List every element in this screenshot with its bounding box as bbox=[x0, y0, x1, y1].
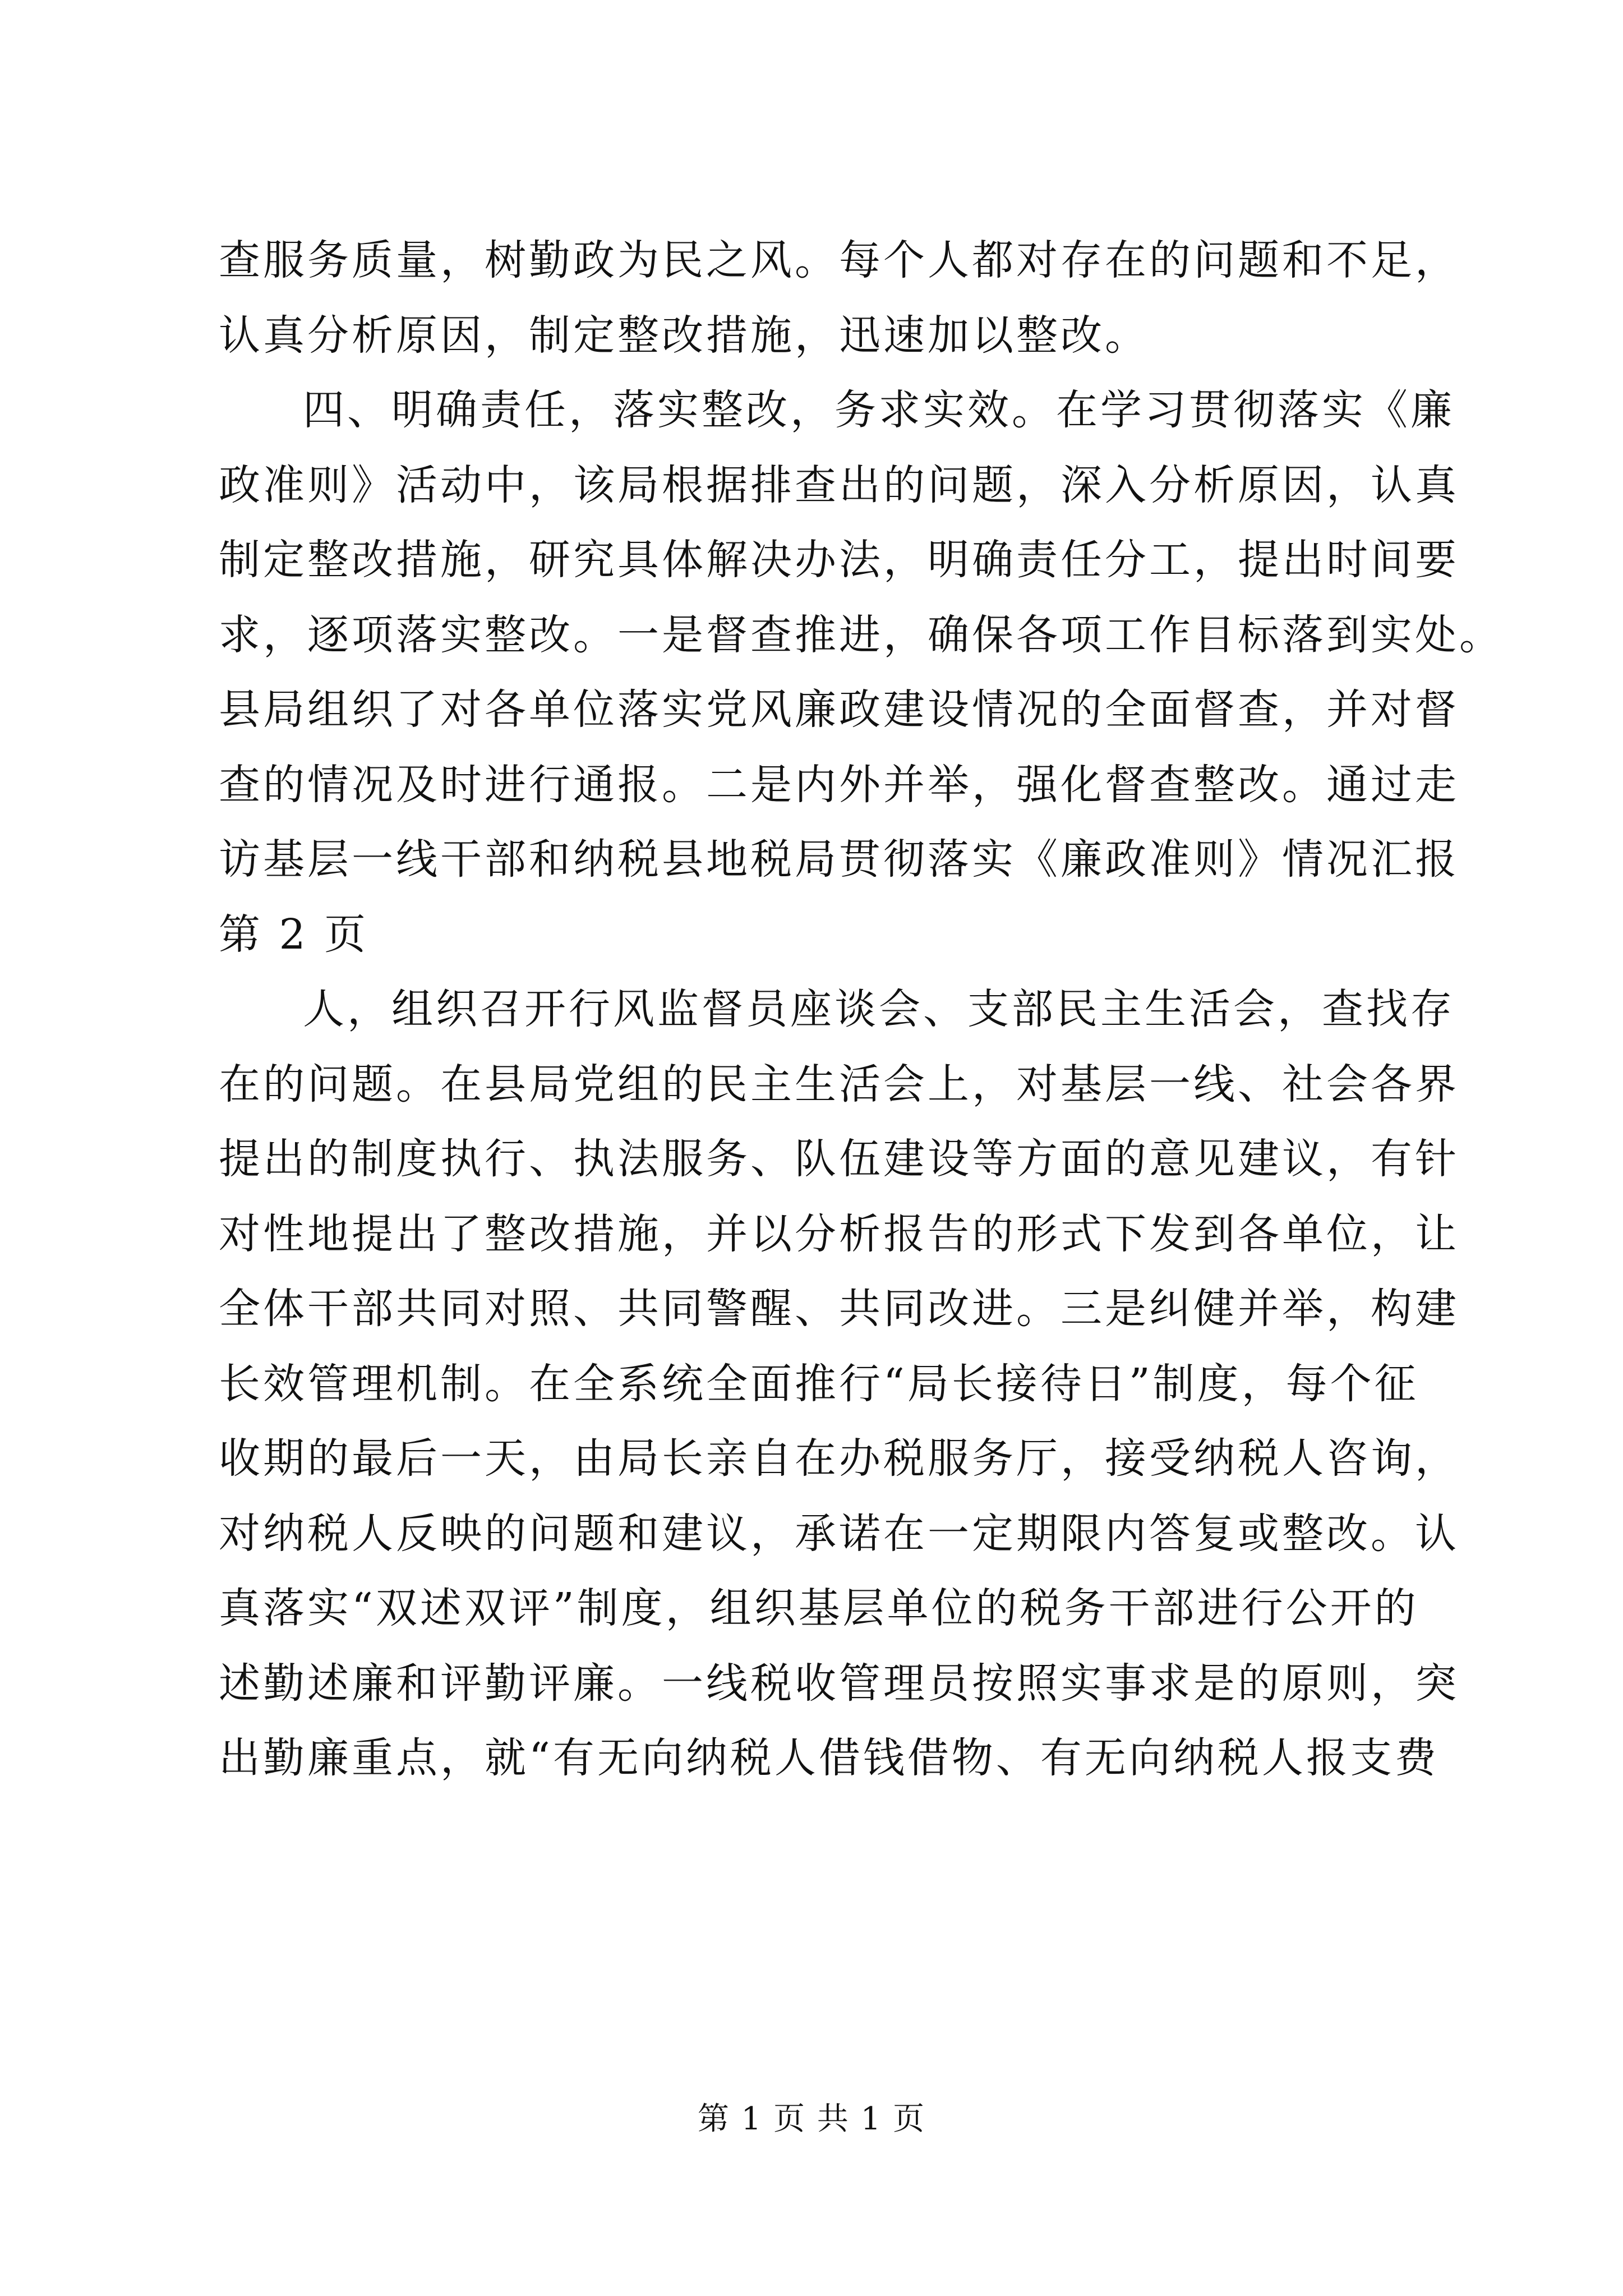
document-body bbox=[219, 223, 1504, 1796]
text-line-4: 政准则》活动中，该局根据排查出的问题，深入分析原因，认真 bbox=[219, 461, 1459, 509]
text-line-9: 访基层一线干部和纳税县地税局贯彻落实《廉政准则》情况汇报 bbox=[219, 835, 1459, 884]
text-line-7: 县局组织了对各单位落实党风廉政建设情况的全面督查，并对督 bbox=[219, 685, 1459, 734]
text-line-2: 认真分析原因，制定整改措施，迅速加以整改。 bbox=[219, 311, 1149, 360]
text-line-3: 四、明确责任，落实整改，务求实效。在学习贯彻落实《廉 bbox=[303, 386, 1455, 434]
text-line-16: 长效管理机制。在全系统全面推行“局长接待日”制度，每个征 bbox=[219, 1359, 1419, 1408]
text-line-15: 全体干部共同对照、共同警醒、共同改进。三是纠健并举，构建 bbox=[219, 1285, 1459, 1333]
text-line-5: 制定整改措施，研究具体解决办法，明确责任分工，提出时间要 bbox=[219, 536, 1459, 584]
text-line-20: 述勤述廉和评勤评廉。一线税收管理员按照实事求是的原则，突 bbox=[219, 1659, 1459, 1708]
page-footer: 第 1 页 共 1 页 bbox=[697, 2101, 926, 2137]
text-line-14: 对性地提出了整改措施，并以分析报告的形式下发到各单位，让 bbox=[219, 1209, 1459, 1258]
text-line-1: 查服务质量，树勤政为民之风。每个人都对存在的问题和不足， bbox=[219, 236, 1459, 284]
text-line-19: 真落实“双述双评”制度，组织基层单位的税务干部进行公开的 bbox=[219, 1584, 1419, 1632]
text-line-13: 提出的制度执行、执法服务、队伍建设等方面的意见建议，有针 bbox=[219, 1135, 1459, 1183]
text-line-6: 求，逐项落实整改。一是督查推进，确保各项工作目标落到实处。 bbox=[219, 610, 1504, 659]
page-marker-line: 第 2 页 bbox=[219, 910, 369, 959]
text-line-11: 人，组织召开行风监督员座谈会、支部民主生活会，查找存 bbox=[303, 985, 1455, 1033]
text-line-8: 查的情况及时进行通报。二是内外并举，强化督查整改。通过走 bbox=[219, 760, 1459, 809]
text-line-17: 收期的最后一天，由局长亲自在办税服务厅，接受纳税人咨询， bbox=[219, 1434, 1459, 1483]
text-line-18: 对纳税人反映的问题和建议，承诺在一定期限内答复或整改。认 bbox=[219, 1509, 1459, 1558]
text-line-21: 出勤廉重点，就“有无向纳税人借钱借物、有无向纳税人报支费 bbox=[219, 1734, 1439, 1782]
text-line-12: 在的问题。在县局党组的民主生活会上，对基层一线、社会各界 bbox=[219, 1060, 1459, 1108]
